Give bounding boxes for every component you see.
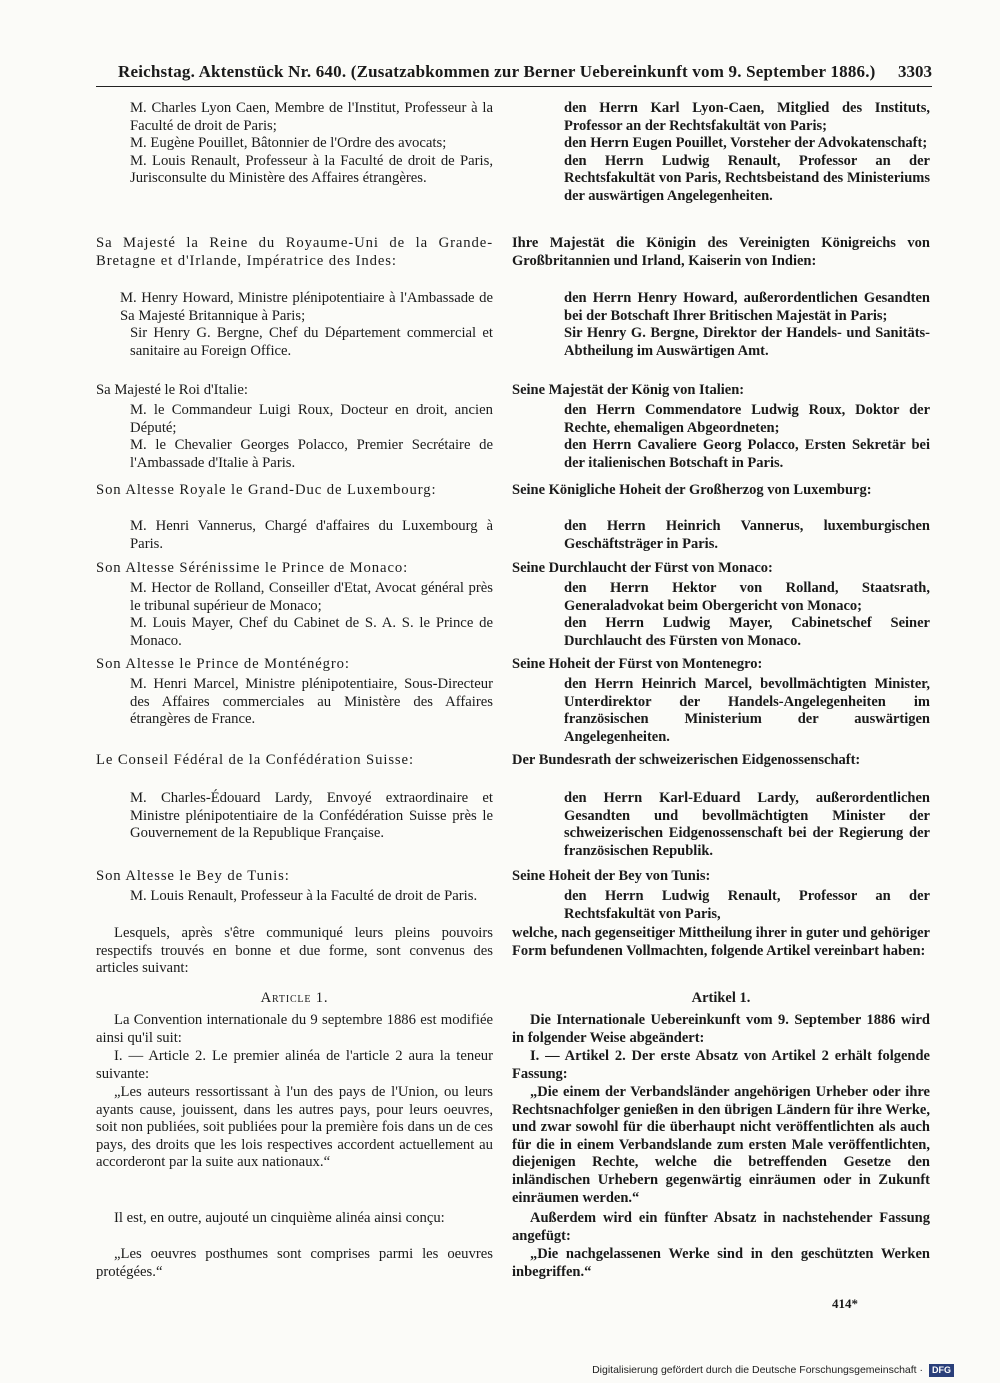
delegate: M. le Chevalier Georges Polacco, Premier Secrétaire de l'Ambassade d'Italie à Paris. bbox=[130, 437, 493, 471]
uk-delegates-de bbox=[512, 290, 930, 360]
swiss-delegates bbox=[96, 790, 493, 843]
montenegro-delegates-de bbox=[512, 676, 930, 746]
italy-heading-de: Seine Majestät der König von Italien: bbox=[512, 382, 745, 398]
signature-mark: 414* bbox=[832, 1296, 858, 1311]
monaco-heading: Son Altesse Sérénissime le Prince de Monaco: bbox=[96, 560, 409, 576]
monaco-delegates-de bbox=[512, 580, 930, 650]
uk-delegates bbox=[96, 290, 493, 360]
article-addition: Il est, en outre, aujouté un cinquième alinéa ainsi conçu: bbox=[114, 1210, 445, 1226]
delegate: M. Charles-Édouard Lardy, Envoyé extraordinaire et Ministre plénipotentiaire de la Confédération Suisse près le Gouvernement de la Republique Française. bbox=[130, 790, 493, 842]
page-number: 3303 bbox=[898, 62, 932, 81]
delegate: den Herrn Commendatore Ludwig Roux, Doktor der Rechte, ehemaligen Abgeordneten; bbox=[564, 402, 930, 436]
monaco-delegates bbox=[96, 580, 493, 650]
delegate: M. Hector de Rolland, Conseiller d'Etat, Avocat général près le tribunal supérieur de Monaco; bbox=[130, 580, 493, 614]
italy-delegates bbox=[96, 402, 493, 472]
delegate: M. Henry Howard, Ministre plénipotentiaire à l'Ambassade de Sa Majesté Britannique à Paris; bbox=[120, 290, 493, 324]
tunis-delegates bbox=[96, 888, 493, 906]
article-quote: „Les auteurs ressortissant à l'un des pays de l'Union, ou leurs ayants cause, jouissent, dans les autres pays, pour leurs oeuvres, soit non publiées, soit publiées pour la première fois dans un de ces pays, des droits que les lois respectives accordent actuellement au accorderont par la suite aux nationaux.“ bbox=[96, 1084, 493, 1171]
italy-delegates-de bbox=[512, 402, 930, 472]
article-quote-de: „Die einem der Verbandsländer angehörigen Urheber oder ihre Rechtsnachfolger genießen in den übrigen Ländern für ihre Werke, und zwar sowohl für die überhaupt nicht veröffentlichten als auch für die in einem Verbandslande zum ersten Male veröffentlichten, diejenigen Rechte, welche die betreffenden Gesetze den inländischen Urhebern gegenwärtig einräumen oder in Zukunft einräumen werden.“ bbox=[512, 1084, 930, 1206]
delegate: M. Louis Renault, Professeur à la Faculté de droit de Paris, Jurisconsulte du Ministère des Affaires étrangères. bbox=[130, 152, 493, 187]
article-heading-de: Artikel 1. bbox=[691, 990, 751, 1006]
header-title: Reichstag. Aktenstück Nr. 640. (Zusatzabkommen zur Berner Uebereinkunft vom 9. September 1886.) bbox=[118, 62, 876, 81]
delegate: Sir Henry G. Bergne, Chef du Département commercial et sanitaire au Foreign Office. bbox=[130, 325, 493, 359]
delegate: M. Henri Marcel, Ministre plénipotentiaire, Sous-Directeur des Affaires commerciales au Ministère des Affaires étrangères de France. bbox=[130, 676, 493, 728]
delegate: den Herrn Henry Howard, außerordentlichen Gesandten bei der Botschaft Ihrer Britischen Majestät in Paris; bbox=[564, 290, 930, 324]
monaco-heading-de: Seine Durchlaucht der Fürst von Monaco: bbox=[512, 560, 773, 576]
article-point: I. — Article 2. Le premier alinéa de l'article 2 aura la teneur suivante: bbox=[96, 1048, 493, 1082]
uk-heading: Sa Majesté la Reine du Royaume-Uni de la Grande-Bretagne et d'Irlande, Impératrice des Indes: bbox=[96, 235, 493, 269]
swiss-delegates-de bbox=[512, 790, 930, 860]
montenegro-heading-de: Seine Hoheit der Fürst von Montenegro: bbox=[512, 656, 763, 672]
luxembourg-heading-de: Seine Königliche Hoheit der Großherzog von Luxemburg: bbox=[512, 482, 872, 498]
france-delegates bbox=[96, 100, 493, 188]
delegate: den Herrn Karl-Eduard Lardy, außerordentlichen Gesandten und bevollmächtigten Minister der schweizerischen Eidgenossenschaft bei der Regierung der französischen Republik. bbox=[564, 790, 930, 859]
luxembourg-delegates-de bbox=[512, 518, 930, 553]
delegate: M. Eugène Pouillet, Bâtonnier de l'Ordre des avocats; bbox=[130, 135, 447, 152]
article-point-de: I. — Artikel 2. Der erste Absatz von Artikel 2 erhält folgende Fassung: bbox=[512, 1048, 930, 1082]
closing-paragraph: Lesquels, après s'être communiqué leurs pleins pouvoirs respectifs trouvés en bonne et due forme, sont convenus des articles suivant: bbox=[96, 925, 493, 977]
delegate: M. Louis Mayer, Chef du Cabinet de S. A. S. le Prince de Monaco. bbox=[130, 615, 493, 649]
tunis-delegates-de bbox=[512, 888, 930, 923]
france-delegates-de bbox=[512, 100, 930, 206]
tunis-heading: Son Altesse le Bey de Tunis: bbox=[96, 868, 290, 884]
delegate: den Herrn Cavaliere Georg Polacco, Ersten Sekretär bei der italienischen Botschaft in Paris. bbox=[564, 437, 930, 471]
luxembourg-heading: Son Altesse Royale le Grand-Duc de Luxembourg: bbox=[96, 482, 437, 498]
delegate: M. Charles Lyon Caen, Membre de l'Institut, Professeur à la Faculté de droit de Paris; bbox=[130, 100, 493, 134]
closing-paragraph-de: welche, nach gegenseitiger Mittheilung ihrer in guter und gehöriger Form befundenen Vollmachten, folgende Artikel vereinbart haben: bbox=[512, 925, 930, 959]
delegate: den Herrn Ludwig Mayer, Cabinetschef Seiner Durchlaucht des Fürsten von Monaco. bbox=[564, 615, 930, 649]
delegate: M. le Commandeur Luigi Roux, Docteur en droit, ancien Député; bbox=[130, 402, 493, 436]
article-addition-de: Außerdem wird ein fünfter Absatz in nachstehender Fassung angefügt: bbox=[512, 1210, 930, 1244]
delegate: M. Louis Renault, Professeur à la Faculté de droit de Paris. bbox=[130, 888, 478, 904]
dfg-logo: DFG bbox=[929, 1364, 954, 1377]
article-heading: Article 1. bbox=[260, 990, 329, 1006]
swiss-heading-de: Der Bundesrath der schweizerischen Eidgenossenschaft: bbox=[512, 752, 861, 768]
delegate: den Herrn Heinrich Vannerus, luxemburgischen Geschäftsträger in Paris. bbox=[564, 518, 930, 552]
article-intro: La Convention internationale du 9 septembre 1886 est modifiée ainsi qu'il suit: bbox=[96, 1012, 493, 1046]
montenegro-heading: Son Altesse le Prince de Monténégro: bbox=[96, 656, 350, 672]
montenegro-delegates bbox=[96, 676, 493, 729]
delegate: Sir Henry G. Bergne, Direktor der Handels- und Sanitäts-Abtheilung im Auswärtigen Amt. bbox=[564, 325, 930, 359]
italy-heading: Sa Majesté le Roi d'Italie: bbox=[96, 382, 248, 398]
luxembourg-delegates bbox=[96, 518, 493, 553]
tunis-heading-de: Seine Hoheit der Bey von Tunis: bbox=[512, 868, 711, 884]
delegate: den Herrn Karl Lyon-Caen, Mitglied des Instituts, Professor an der Rechtsfakultät von Paris; bbox=[564, 100, 930, 134]
delegate: den Herrn Ludwig Renault, Professor an der Rechtsfakultät von Paris, bbox=[564, 888, 930, 922]
swiss-heading: Le Conseil Fédéral de la Confédération Suisse: bbox=[96, 752, 414, 768]
article-addition-quote-de: „Die nachgelassenen Werke sind in den geschützten Werken inbegriffen.“ bbox=[512, 1246, 930, 1280]
footer-text: Digitalisierung gefördert durch die Deutsche Forschungsgemeinschaft · bbox=[592, 1364, 923, 1376]
delegate: M. Henri Vannerus, Chargé d'affaires du Luxembourg à Paris. bbox=[130, 518, 493, 552]
delegate: den Herrn Eugen Pouillet, Vorsteher der Advokatenschaft; bbox=[564, 135, 928, 152]
uk-heading-de: Ihre Majestät die Königin des Vereinigten Königreichs von Großbritannien und Irland, Kaiserin von Indien: bbox=[512, 235, 930, 269]
article-intro-de: Die Internationale Uebereinkunft vom 9. September 1886 wird in folgender Weise abgeändert: bbox=[512, 1012, 930, 1046]
delegate: den Herrn Ludwig Renault, Professor an der Rechtsfakultät von Paris, Rechtsbeistand des Ministeriums der auswärtigen Angelegenheiten. bbox=[564, 152, 930, 204]
page-header bbox=[96, 58, 932, 87]
delegate: den Herrn Hektor von Rolland, Staatsrath, Generaladvokat beim Obergericht von Monaco; bbox=[564, 580, 930, 614]
article-addition-quote: „Les oeuvres posthumes sont comprises parmi les oeuvres protégées.“ bbox=[96, 1246, 493, 1280]
delegate: den Herrn Heinrich Marcel, bevollmächtigten Minister, Unterdirektor der Handels-Angelegenheiten im französischen Ministerium der auswärtigen Angelegenheiten. bbox=[564, 676, 930, 745]
footer bbox=[592, 1362, 954, 1378]
